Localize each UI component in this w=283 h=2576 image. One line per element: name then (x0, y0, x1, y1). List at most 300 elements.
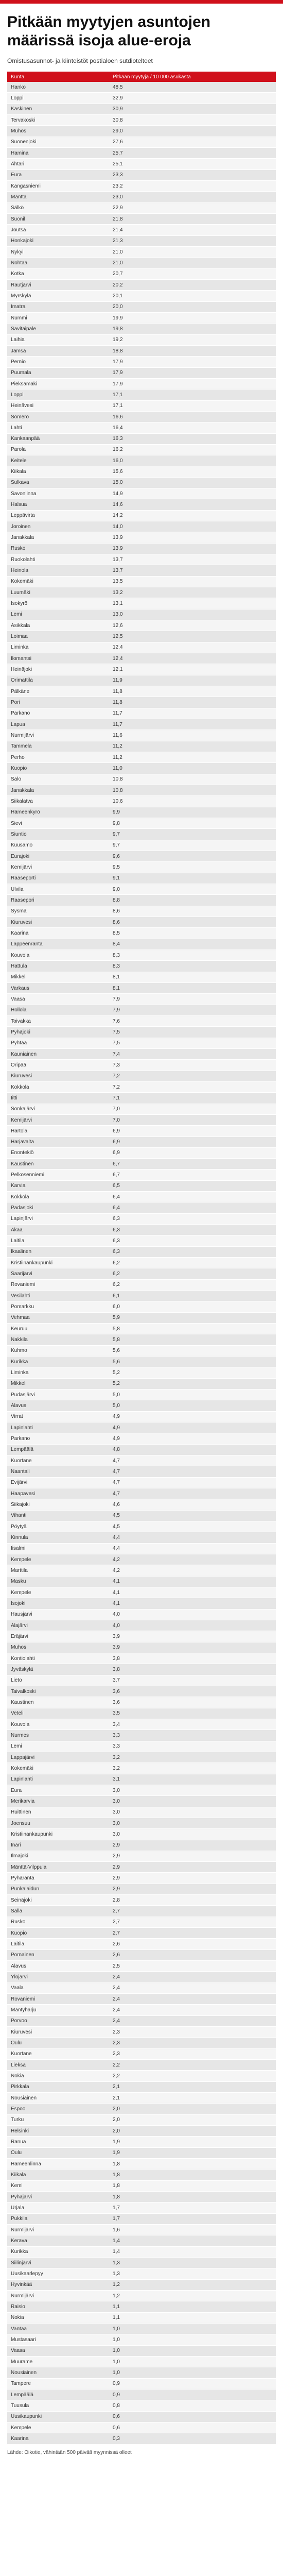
cell-municipality: Oripää (7, 1060, 109, 1071)
table-row (7, 2356, 276, 2367)
cell-municipality: Helsinki (7, 2126, 109, 2137)
cell-value: 4,5 (109, 1510, 276, 1521)
table-row (7, 1268, 276, 1279)
cell-value: 15,6 (109, 466, 276, 477)
cell-municipality: Kaarina (7, 928, 109, 939)
table-row (7, 2093, 276, 2104)
cell-municipality: Padasjoki (7, 1202, 109, 1213)
table-row (7, 2015, 276, 2026)
cell-value: 21,0 (109, 258, 276, 268)
cell-value: 5,2 (109, 1367, 276, 1378)
cell-municipality: Salo (7, 774, 109, 785)
cell-municipality: Alavus (7, 1400, 109, 1411)
table-row (7, 708, 276, 719)
cell-municipality: Lapua (7, 719, 109, 730)
cell-municipality: Kotka (7, 268, 109, 279)
table-row (7, 1081, 276, 1092)
table-row (7, 543, 276, 554)
cell-municipality: Lahti (7, 422, 109, 433)
cell-value: 15,0 (109, 477, 276, 488)
cell-value: 2,6 (109, 1939, 276, 1950)
cell-municipality: Nurmijärvi (7, 2224, 109, 2235)
cell-value: 2,3 (109, 2038, 276, 2048)
page-subtitle: Omistusasunnot- ja kiinteistöt postialoen sutdiotelteet (7, 57, 153, 64)
cell-municipality: Joensuu (7, 1818, 109, 1828)
cell-municipality: Siikalatva (7, 796, 109, 807)
cell-value: 16,0 (109, 455, 276, 466)
cell-value: 1,7 (109, 2202, 276, 2213)
cell-value: 3,2 (109, 1763, 276, 1774)
cell-municipality: Eurajoki (7, 851, 109, 861)
table-row (7, 1093, 276, 1104)
cell-value: 5,6 (109, 1357, 276, 1367)
cell-value: 7,4 (109, 1048, 276, 1059)
cell-value: 0,8 (109, 2400, 276, 2411)
cell-value: 6,2 (109, 1268, 276, 1279)
cell-municipality: Imatra (7, 301, 109, 312)
table-row (7, 1972, 276, 1982)
table-row (7, 378, 276, 389)
cell-value: 9,9 (109, 807, 276, 818)
table-row (7, 1708, 276, 1719)
cell-municipality: Ilmajoki (7, 1851, 109, 1861)
cell-municipality: Rusko (7, 543, 109, 554)
cell-value: 3,0 (109, 1818, 276, 1828)
table-row (7, 1378, 276, 1389)
cell-value: 7,3 (109, 1060, 276, 1071)
cell-value: 4,7 (109, 1488, 276, 1499)
cell-value: 17,1 (109, 389, 276, 400)
table-row (7, 2257, 276, 2268)
cell-municipality: Kinnula (7, 1532, 109, 1543)
cell-municipality: Luumäki (7, 587, 109, 598)
table-row (7, 93, 276, 104)
table-row (7, 642, 276, 653)
cell-municipality: Pirkkala (7, 2081, 109, 2092)
cell-municipality: Kauniainen (7, 1048, 109, 1059)
cell-municipality: Porvoo (7, 2015, 109, 2026)
cell-municipality: Kemijärvi (7, 1114, 109, 1125)
cell-value: 7,1 (109, 1093, 276, 1104)
table-row (7, 697, 276, 708)
cell-municipality: Kempele (7, 2422, 109, 2433)
table-row (7, 104, 276, 114)
cell-value: 3,0 (109, 1829, 276, 1840)
cell-value: 3,1 (109, 1774, 276, 1785)
cell-municipality: Kiuruvesi (7, 2027, 109, 2038)
table-row (7, 466, 276, 477)
table-row (7, 873, 276, 884)
cell-value: 14,0 (109, 521, 276, 532)
cell-municipality: Seinäjoki (7, 1895, 109, 1906)
table-row (7, 1324, 276, 1334)
cell-value: 6,4 (109, 1202, 276, 1213)
table-row (7, 2081, 276, 2092)
cell-municipality: Nousiainen (7, 2093, 109, 2104)
cell-value: 2,3 (109, 2027, 276, 2038)
table-row (7, 1400, 276, 1411)
cell-municipality: Sonkajärvi (7, 1104, 109, 1114)
table-row (7, 291, 276, 301)
table-row (7, 2147, 276, 2158)
table-row (7, 1829, 276, 1840)
cell-value: 2,3 (109, 2048, 276, 2059)
cell-municipality: Nurmijärvi (7, 730, 109, 741)
table-row (7, 2422, 276, 2433)
table-row (7, 1994, 276, 2005)
cell-value: 4,4 (109, 1532, 276, 1543)
cell-municipality: Lieksa (7, 2060, 109, 2071)
cell-municipality: Lempäälä (7, 2389, 109, 2400)
cell-value: 16,4 (109, 422, 276, 433)
cell-municipality: Hämeenlinna (7, 2159, 109, 2170)
cell-value: 2,4 (109, 1982, 276, 1993)
table-row (7, 1906, 276, 1917)
table-row (7, 444, 276, 455)
cell-municipality: Honkajoki (7, 235, 109, 246)
cell-value: 6,9 (109, 1137, 276, 1147)
cell-value: 9,1 (109, 873, 276, 884)
cell-municipality: Alavus (7, 1961, 109, 1972)
cell-municipality: Uusikaarlepyy (7, 2268, 109, 2279)
cell-municipality: Kouvola (7, 950, 109, 960)
cell-value: 4,0 (109, 1620, 276, 1631)
table-row (7, 1961, 276, 1972)
table-row (7, 2400, 276, 2411)
cell-municipality: Vehmaa (7, 1312, 109, 1323)
cell-municipality: Kaustinen (7, 1697, 109, 1708)
table-row (7, 1697, 276, 1708)
cell-value: 30,9 (109, 104, 276, 114)
cell-municipality: Heinola (7, 565, 109, 576)
cell-municipality: Salla (7, 1906, 109, 1917)
table-row (7, 2027, 276, 2038)
cell-municipality: Nohtaa (7, 258, 109, 268)
cell-value: 11,2 (109, 752, 276, 763)
cell-municipality: Pyhäjoki (7, 1027, 109, 1038)
table-row (7, 1258, 276, 1268)
table-row (7, 1038, 276, 1048)
cell-municipality: Jyväskylä (7, 1664, 109, 1675)
cell-municipality: Heinävesi (7, 400, 109, 411)
cell-municipality: Pudasjärvi (7, 1389, 109, 1400)
cell-value: 20,1 (109, 291, 276, 301)
cell-municipality: Jämsä (7, 345, 109, 356)
table-row (7, 565, 276, 576)
cell-municipality: Eura (7, 170, 109, 180)
cell-value: 2,0 (109, 2126, 276, 2137)
cell-municipality: Lempäälä (7, 1444, 109, 1455)
cell-municipality: Kokkola (7, 1081, 109, 1092)
cell-value: 6,0 (109, 1301, 276, 1312)
cell-value: 14,2 (109, 510, 276, 521)
cell-value: 11,0 (109, 763, 276, 774)
table-row (7, 1785, 276, 1795)
cell-municipality: Mustasaari (7, 2334, 109, 2345)
cell-municipality: Pälkäne (7, 686, 109, 697)
cell-municipality: Kuortane (7, 1455, 109, 1466)
cell-municipality: Pyhtää (7, 1038, 109, 1048)
cell-value: 2,8 (109, 1895, 276, 1906)
cell-value: 17,1 (109, 400, 276, 411)
cell-municipality: Joutsa (7, 225, 109, 235)
cell-value: 2,2 (109, 2060, 276, 2071)
table-row (7, 928, 276, 939)
cell-value: 9,7 (109, 840, 276, 851)
cell-value: 4,1 (109, 1598, 276, 1609)
cell-value: 1,7 (109, 2213, 276, 2224)
table-row (7, 2312, 276, 2323)
table-row (7, 554, 276, 565)
cell-municipality: Kankaanpää (7, 433, 109, 444)
cell-value: 7,6 (109, 1015, 276, 1026)
cell-value: 5,0 (109, 1389, 276, 1400)
cell-value: 23,2 (109, 180, 276, 191)
table-row (7, 917, 276, 927)
cell-value: 3,3 (109, 1741, 276, 1752)
cell-value: 2,7 (109, 1928, 276, 1939)
cell-municipality: Sievi (7, 818, 109, 828)
cell-municipality: Kiikala (7, 2170, 109, 2180)
cell-value: 21,3 (109, 235, 276, 246)
cell-municipality: Urjala (7, 2202, 109, 2213)
cell-value: 13,2 (109, 587, 276, 598)
table-row (7, 2411, 276, 2422)
cell-municipality: Ulvila (7, 884, 109, 894)
source-note: Lähde: Oikotie, vähintään 500 päivää myynnissä olleet (7, 2449, 132, 2455)
cell-value: 6,3 (109, 1213, 276, 1224)
cell-value: 11,6 (109, 730, 276, 741)
cell-municipality: Kemijärvi (7, 862, 109, 873)
cell-value: 2,1 (109, 2093, 276, 2104)
cell-value: 0,6 (109, 2411, 276, 2422)
cell-municipality: Lemi (7, 1741, 109, 1752)
table-row (7, 1895, 276, 1906)
table-row (7, 1598, 276, 1609)
cell-value: 17,9 (109, 378, 276, 389)
cell-municipality: Mänttä (7, 192, 109, 202)
cell-municipality: Leppävirta (7, 510, 109, 521)
cell-municipality: Alajärvi (7, 1620, 109, 1631)
cell-value: 3,9 (109, 1642, 276, 1653)
cell-value: 11,8 (109, 686, 276, 697)
cell-municipality: Iisalmi (7, 1543, 109, 1554)
cell-municipality: Mänttä-Vilppula (7, 1862, 109, 1873)
cell-value: 1,8 (109, 2170, 276, 2180)
cell-municipality: Loppi (7, 389, 109, 400)
table-row (7, 1444, 276, 1455)
cell-value: 13,0 (109, 609, 276, 620)
cell-value: 3,0 (109, 1796, 276, 1807)
table-row (7, 785, 276, 796)
table-row (7, 653, 276, 664)
cell-municipality: Kristiinankaupunki (7, 1829, 109, 1840)
cell-value: 2,2 (109, 2071, 276, 2081)
table-row (7, 576, 276, 587)
cell-municipality: Lemi (7, 609, 109, 620)
cell-value: 5,2 (109, 1378, 276, 1389)
cell-value: 10,6 (109, 796, 276, 807)
table-row (7, 2279, 276, 2290)
table-row (7, 1312, 276, 1323)
cell-value: 2,1 (109, 2081, 276, 2092)
table-row (7, 1752, 276, 1762)
table-row (7, 829, 276, 840)
table-row (7, 2224, 276, 2235)
cell-municipality: Pernio (7, 357, 109, 367)
table-row (7, 170, 276, 180)
cell-value: 12,4 (109, 653, 276, 664)
cell-value: 0,6 (109, 2422, 276, 2433)
cell-value: 4,6 (109, 1499, 276, 1510)
cell-municipality: Pöytyä (7, 1521, 109, 1532)
table-row (7, 521, 276, 532)
cell-value: 6,7 (109, 1170, 276, 1180)
cell-value: 9,5 (109, 862, 276, 873)
cell-value: 6,7 (109, 1159, 276, 1170)
cell-value: 3,2 (109, 1752, 276, 1762)
cell-municipality: Vantaa (7, 2323, 109, 2334)
table-row (7, 730, 276, 741)
cell-value: 20,7 (109, 268, 276, 279)
cell-municipality: Kaustinen (7, 1159, 109, 1170)
cell-municipality: Ranua (7, 2137, 109, 2147)
table-row (7, 1225, 276, 1235)
table-row (7, 1631, 276, 1642)
cell-value: 0,9 (109, 2378, 276, 2389)
cell-municipality: Sysmä (7, 906, 109, 917)
table-row (7, 2345, 276, 2356)
cell-value: 9,0 (109, 884, 276, 894)
table-row (7, 2213, 276, 2224)
table-row (7, 1411, 276, 1422)
cell-value: 8,5 (109, 928, 276, 939)
cell-municipality: Keitele (7, 455, 109, 466)
table-row (7, 1499, 276, 1510)
cell-municipality: Masku (7, 1576, 109, 1587)
table-row (7, 620, 276, 631)
table-row (7, 796, 276, 807)
cell-value: 3,6 (109, 1697, 276, 1708)
table-row (7, 895, 276, 906)
cell-municipality: Oulu (7, 2147, 109, 2158)
table-row (7, 2367, 276, 2378)
cell-municipality: Kokemäki (7, 1763, 109, 1774)
cell-value: 20,0 (109, 301, 276, 312)
cell-municipality: Enontekiö (7, 1147, 109, 1158)
cell-municipality: Pyhäranta (7, 1873, 109, 1884)
cell-value: 5,6 (109, 1345, 276, 1356)
cell-value: 13,9 (109, 532, 276, 543)
table-row (7, 664, 276, 675)
table-header (7, 72, 276, 82)
table-row (7, 1477, 276, 1488)
cell-value: 11,8 (109, 697, 276, 708)
cell-municipality: Kuusamo (7, 840, 109, 851)
cell-municipality: Puumala (7, 367, 109, 378)
cell-value: 5,9 (109, 1312, 276, 1323)
cell-municipality: Pukkila (7, 2213, 109, 2224)
cell-municipality: Keuruu (7, 1324, 109, 1334)
table-row (7, 1532, 276, 1543)
cell-value: 0,3 (109, 2433, 276, 2444)
table-row (7, 389, 276, 400)
cell-municipality: Rusko (7, 1917, 109, 1927)
table-row (7, 2104, 276, 2114)
table-row (7, 1774, 276, 1785)
table-row (7, 1763, 276, 1774)
cell-municipality: Veteli (7, 1708, 109, 1719)
cell-value: 21,4 (109, 225, 276, 235)
cell-value: 21,8 (109, 213, 276, 224)
cell-municipality: Kerava (7, 2235, 109, 2246)
cell-value: 2,9 (109, 1862, 276, 1873)
cell-value: 12,6 (109, 620, 276, 631)
cell-municipality: Ruokolahti (7, 554, 109, 565)
table-row (7, 1664, 276, 1675)
table-row (7, 1982, 276, 1993)
table-row (7, 2389, 276, 2400)
cell-value: 2,4 (109, 1972, 276, 1982)
table-row (7, 488, 276, 499)
table-body (7, 82, 276, 2444)
table-row (7, 1840, 276, 1851)
cell-value: 8,4 (109, 939, 276, 950)
accent-top-bar (0, 0, 283, 4)
table-row (7, 2433, 276, 2444)
table-row (7, 2060, 276, 2071)
cell-value: 3,7 (109, 1675, 276, 1686)
cell-municipality: Ilomantsi (7, 653, 109, 664)
cell-value: 8,1 (109, 972, 276, 982)
cell-value: 7,2 (109, 1071, 276, 1081)
table-row (7, 1170, 276, 1180)
table-row (7, 1686, 276, 1697)
cell-municipality: Asikkala (7, 620, 109, 631)
cell-value: 7,9 (109, 994, 276, 1005)
cell-value: 9,8 (109, 818, 276, 828)
cell-municipality: Varkaus (7, 982, 109, 993)
cell-value: 16,6 (109, 411, 276, 422)
cell-value: 11,7 (109, 719, 276, 730)
cell-value: 6,5 (109, 1180, 276, 1191)
table-row (7, 2334, 276, 2345)
cell-value: 8,6 (109, 906, 276, 917)
cell-municipality: Suonil (7, 213, 109, 224)
cell-municipality: Hämeenkyrö (7, 807, 109, 818)
cell-value: 1,8 (109, 2159, 276, 2170)
cell-value: 10,8 (109, 774, 276, 785)
cell-value: 0,9 (109, 2389, 276, 2400)
cell-value: 14,9 (109, 488, 276, 499)
cell-value: 4,2 (109, 1554, 276, 1565)
table-row (7, 2290, 276, 2301)
cell-municipality: Hamina (7, 147, 109, 158)
cell-value: 3,4 (109, 1719, 276, 1730)
cell-municipality: Rovaniemi (7, 1994, 109, 2005)
cell-municipality: Kontiolahti (7, 1653, 109, 1664)
table-row (7, 1939, 276, 1950)
cell-municipality: Virrat (7, 1411, 109, 1422)
table-row (7, 1807, 276, 1818)
cell-municipality: Laihia (7, 334, 109, 345)
cell-municipality: Kaarina (7, 2433, 109, 2444)
cell-value: 1,6 (109, 2224, 276, 2235)
cell-municipality: Lieto (7, 1675, 109, 1686)
cell-municipality: Raaseporti (7, 873, 109, 884)
table-row (7, 1851, 276, 1861)
table-row (7, 1884, 276, 1894)
